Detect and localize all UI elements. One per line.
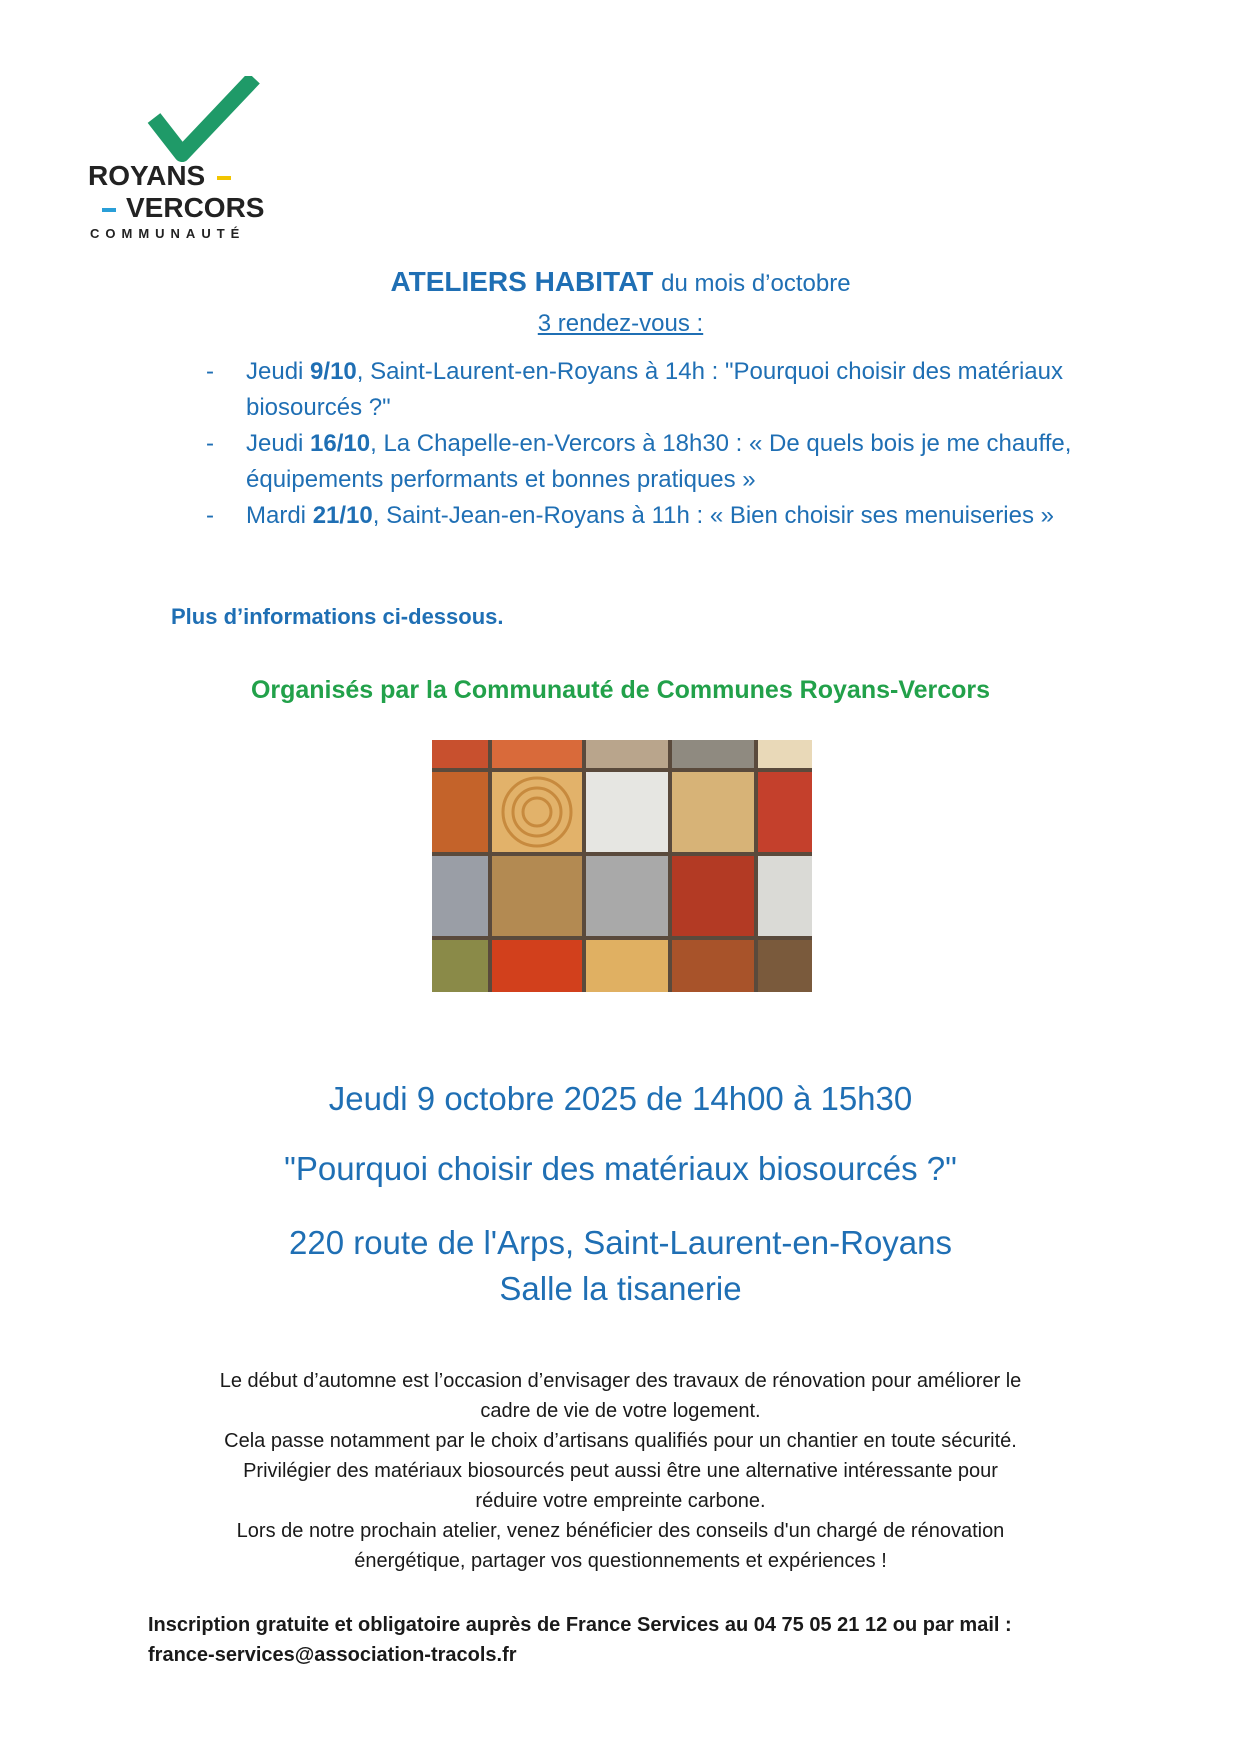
title-rest: du mois d’octobre: [661, 270, 851, 297]
body-line: réduire votre empreinte carbone.: [475, 1490, 766, 1512]
session-date: 16/10: [310, 430, 371, 457]
more-info: Plus d’informations ci-dessous.: [171, 604, 504, 629]
list-bullet: -: [206, 358, 214, 385]
event-address-block: [0, 1220, 1241, 1312]
body-line: énergétique, partager vos questionnements et expériences !: [354, 1550, 887, 1572]
subtitle: 3 rendez-vous :: [537, 310, 704, 337]
session-date: 9/10: [310, 358, 357, 385]
page-title: [0, 266, 1241, 298]
list-item: [206, 354, 1106, 426]
list-bullet: -: [206, 430, 214, 457]
body-line: Le début d’automne est l’occasion d’envisager des travaux de rénovation pour améliorer le: [219, 1370, 1022, 1392]
session-day: Jeudi: [246, 430, 311, 457]
logo-line-royans: ROYANS: [88, 160, 231, 192]
session-text: , La Chapelle-en-Vercors à 18h30 : « De quels bois je me chauffe, équipements performants et bonnes pratiques »: [246, 430, 1072, 493]
logo-yellow-dash: [217, 176, 231, 180]
list-item: [206, 498, 1106, 534]
session-text: , Saint-Jean-en-Royans à 11h : « Bien choisir ses menuiseries »: [372, 502, 1054, 529]
checkmark-icon: [144, 76, 264, 166]
organizer-line: Organisés par la Communauté de Communes Royans-Vercors: [250, 676, 991, 704]
list-item: [206, 426, 1106, 498]
session-day: Jeudi: [246, 358, 311, 385]
body-line: Lors de notre prochain atelier, venez bénéficier des conseils d'un chargé de rénovation: [236, 1520, 1005, 1542]
materials-mosaic-image: [432, 740, 812, 992]
event-room: Salle la tisanerie: [499, 1270, 742, 1307]
session-text: , Saint-Laurent-en-Royans à 14h : "Pourquoi choisir des matériaux biosourcés ?": [246, 358, 1063, 421]
event-topic: "Pourquoi choisir des matériaux biosourcés ?": [284, 1150, 957, 1187]
session-date: 21/10: [312, 502, 373, 529]
body-paragraph: [0, 1366, 1241, 1576]
registration-line: Inscription gratuite et obligatoire auprès de France Services au 04 75 05 21 12 ou par mail :: [148, 1614, 1012, 1636]
session-day: Mardi: [246, 502, 313, 529]
list-bullet: -: [206, 502, 214, 529]
logo-line-communaute: COMMUNAUTÉ: [90, 226, 246, 241]
logo: [86, 76, 266, 246]
title-bold: ATELIERS HABITAT: [390, 266, 654, 297]
body-line: Privilégier des matériaux biosourcés peut aussi être une alternative intéressante pour: [243, 1460, 998, 1482]
body-line: cadre de vie de votre logement.: [480, 1400, 761, 1422]
body-line: Cela passe notamment par le choix d’artisans qualifiés pour un chantier en toute sécurité.: [224, 1430, 1017, 1452]
event-date: Jeudi 9 octobre 2025 de 14h00 à 15h30: [328, 1080, 913, 1117]
logo-blue-dash: [102, 208, 116, 212]
session-list: [206, 354, 1106, 534]
registration-info: [148, 1610, 1128, 1670]
event-address: 220 route de l'Arps, Saint-Laurent-en-Royans: [288, 1224, 952, 1261]
registration-email[interactable]: france-services@association-tracols.fr: [148, 1644, 517, 1666]
logo-line-vercors: VERCORS: [102, 192, 264, 224]
